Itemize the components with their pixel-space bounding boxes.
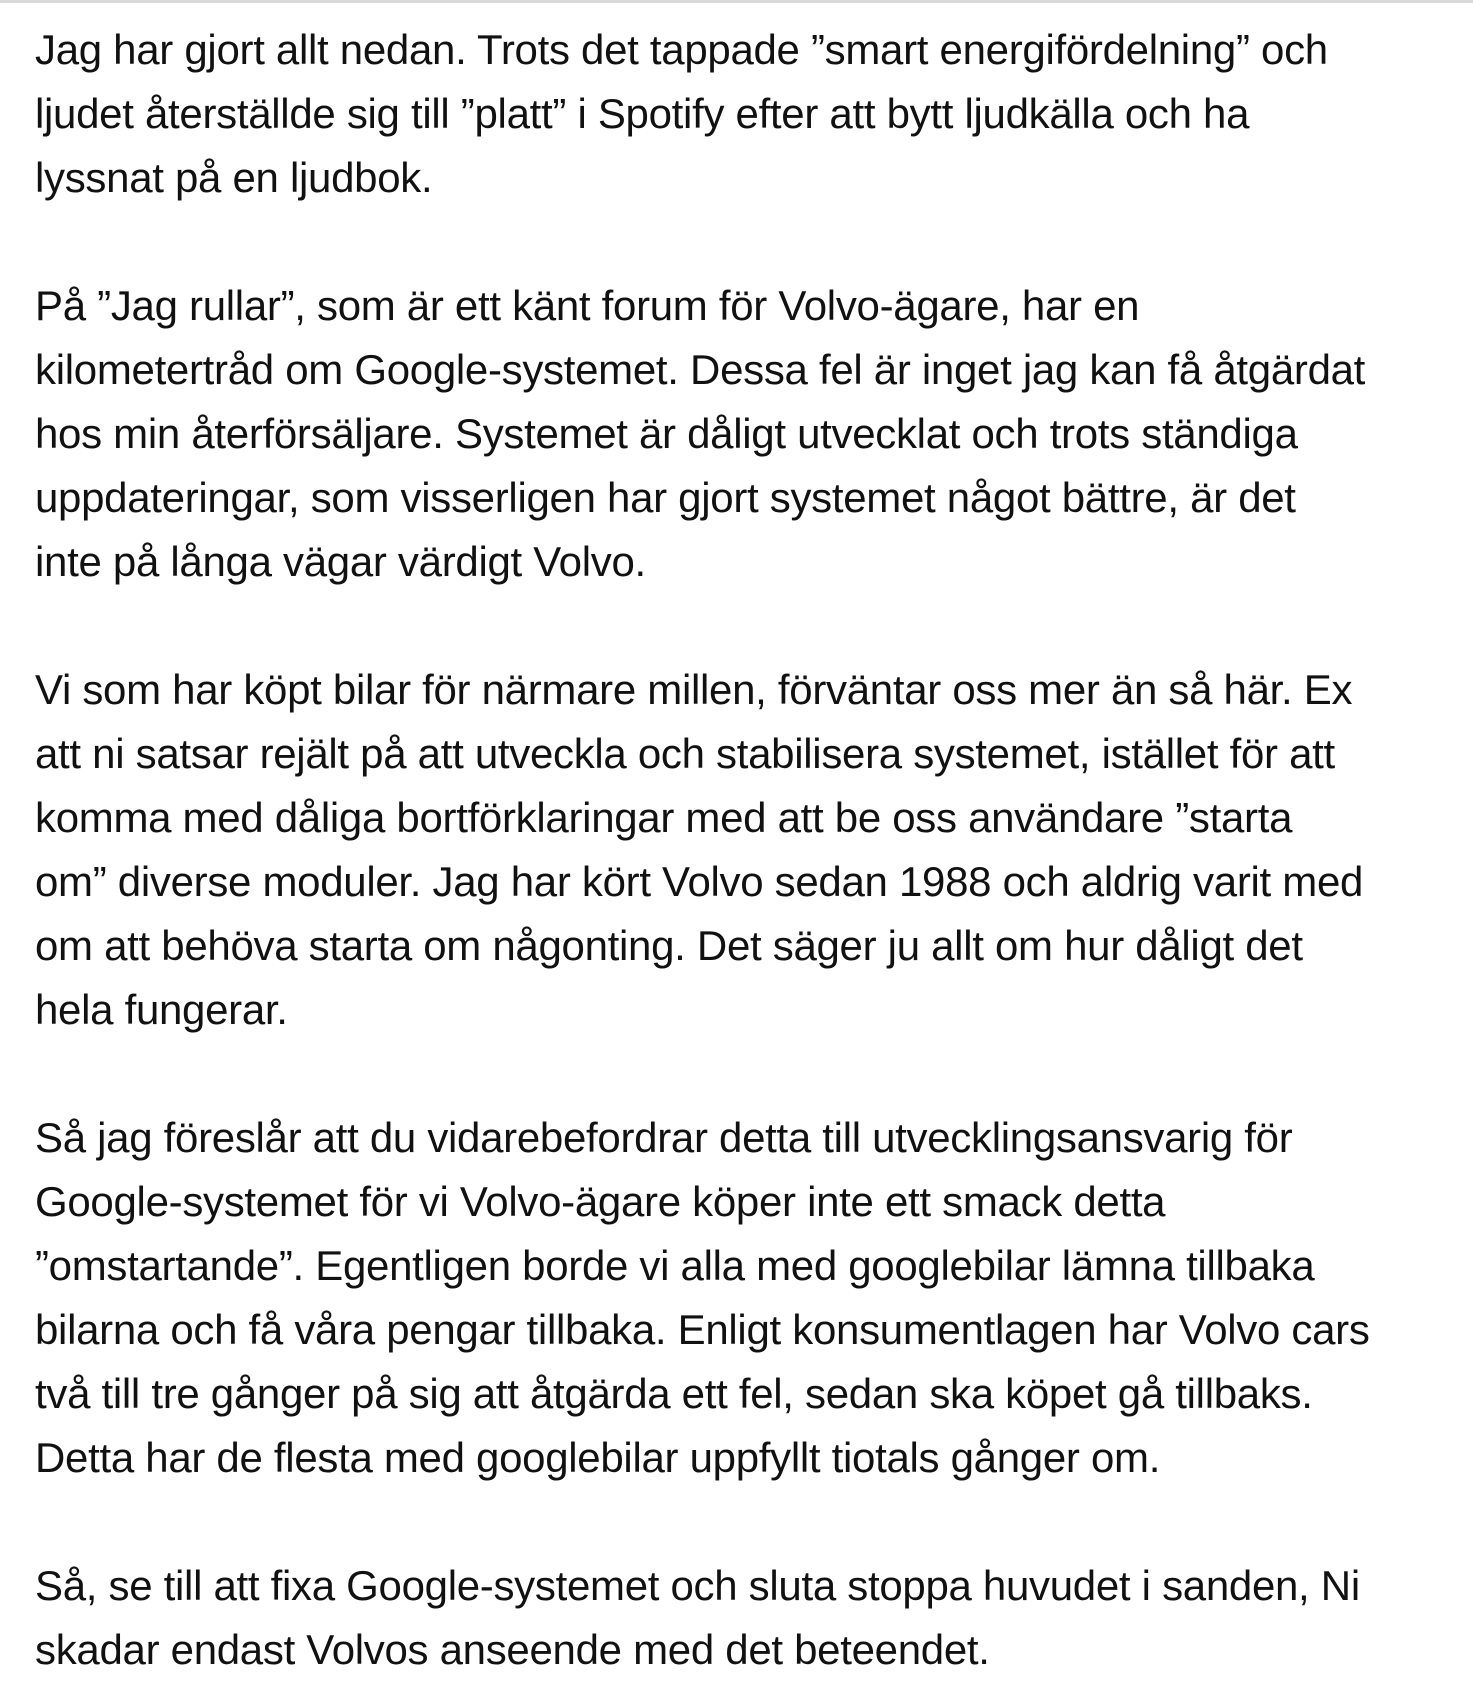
text-line: Så jag föreslår att du vidarebefordrar detta till utvecklingsansvarig för — [35, 1114, 1293, 1161]
text-line: ”omstartande”. Egentligen borde vi alla med googlebilar lämna tillbaka — [35, 1242, 1315, 1289]
text-line: kilometertråd om Google-systemet. Dessa fel är inget jag kan få åtgärdat — [35, 346, 1366, 393]
text-line: hela fungerar. — [35, 986, 288, 1033]
text-line: Vi som har köpt bilar för närmare millen, förväntar oss mer än så här. Ex — [35, 666, 1353, 713]
text-line: om att behöva starta om någonting. Det säger ju allt om hur dåligt det — [35, 922, 1303, 969]
text-line: om” diverse moduler. Jag har kört Volvo sedan 1988 och aldrig varit med — [35, 858, 1364, 905]
text-line: att ni satsar rejält på att utveckla och stabilisera systemet, istället för att — [35, 730, 1335, 777]
text-line: Så, se till att fixa Google-systemet och sluta stoppa huvudet i sanden, Ni — [35, 1562, 1360, 1609]
text-line: hos min återförsäljare. Systemet är dåligt utvecklat och trots ständiga — [35, 410, 1298, 457]
paragraph-3 — [35, 658, 1465, 1042]
text-line: Detta har de flesta med googlebilar uppfyllt tiotals gånger om. — [35, 1434, 1161, 1481]
text-line: lyssnat på en ljudbok. — [35, 154, 433, 201]
paragraph-1 — [35, 18, 1465, 210]
text-line: två till tre gånger på sig att åtgärda ett fel, sedan ska köpet gå tillbaks. — [35, 1370, 1313, 1417]
top-divider — [0, 0, 1473, 3]
text-line: komma med dåliga bortförklaringar med att be oss användare ”starta — [35, 794, 1293, 841]
paragraph-2 — [35, 274, 1465, 594]
text-line: Jag har gjort allt nedan. Trots det tappade ”smart energifördelning” och — [35, 26, 1328, 73]
text-line: ljudet återställde sig till ”platt” i Spotify efter att bytt ljudkälla och ha — [35, 90, 1250, 137]
paragraph-4 — [35, 1106, 1465, 1490]
text-line: skadar endast Volvos anseende med det beteendet. — [35, 1626, 990, 1673]
text-line: inte på långa vägar värdigt Volvo. — [35, 538, 646, 585]
text-line: uppdateringar, som visserligen har gjort systemet något bättre, är det — [35, 474, 1296, 521]
text-line: bilarna och få våra pengar tillbaka. Enligt konsumentlagen har Volvo cars — [35, 1306, 1370, 1353]
text-line: På ”Jag rullar”, som är ett känt forum för Volvo-ägare, har en — [35, 282, 1140, 329]
message-body — [35, 18, 1465, 1682]
text-line: Google-systemet för vi Volvo-ägare köper inte ett smack detta — [35, 1178, 1166, 1225]
paragraph-5 — [35, 1554, 1465, 1682]
